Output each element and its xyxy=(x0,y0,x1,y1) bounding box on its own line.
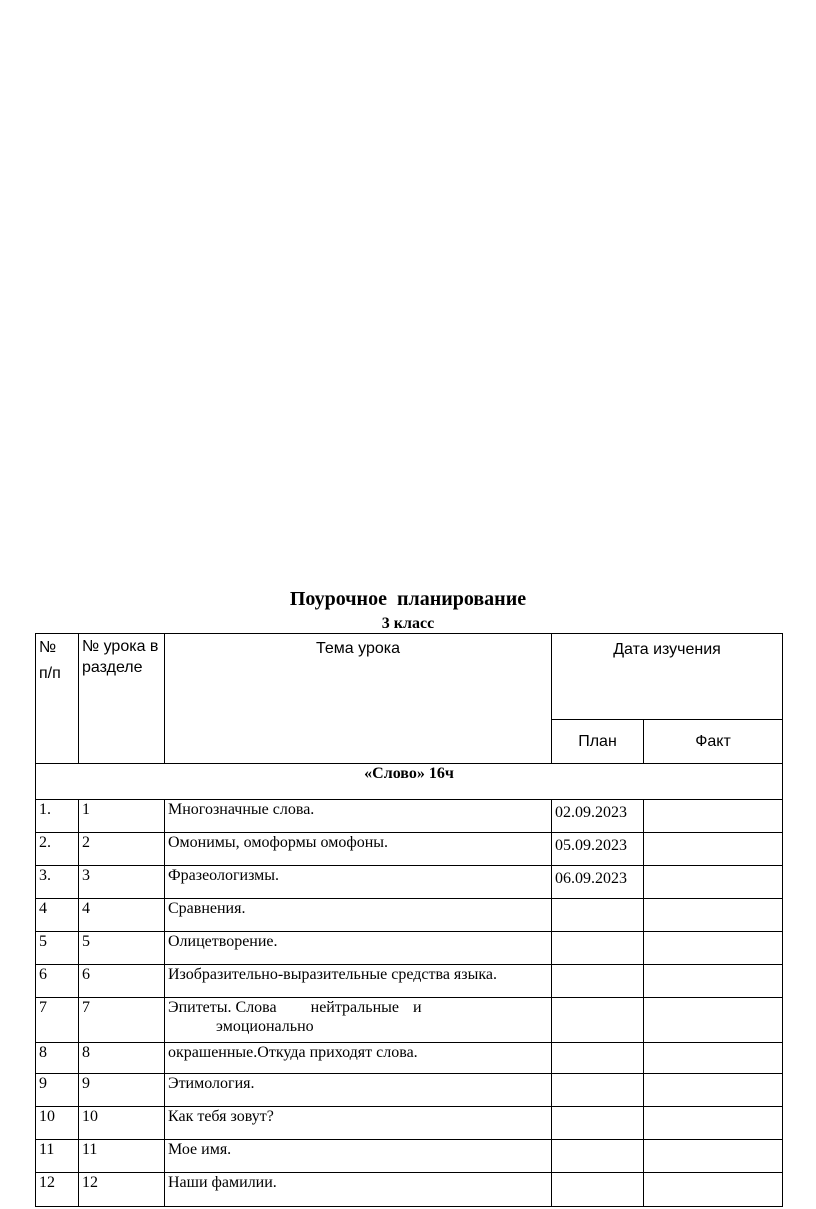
row-fact-date xyxy=(644,1074,783,1107)
table-row xyxy=(36,1043,783,1074)
table-row xyxy=(36,965,783,998)
row-plan-date xyxy=(552,965,644,998)
row-fact-date xyxy=(644,1043,783,1074)
row-fact-date xyxy=(644,998,783,1043)
row-topic-part: и xyxy=(412,999,422,1016)
header-topic: Тема урока xyxy=(165,634,552,764)
row-number: 9 xyxy=(36,1074,79,1107)
row-number: 2. xyxy=(36,833,79,866)
row-number: 6 xyxy=(36,965,79,998)
row-lesson-number: 8 xyxy=(79,1043,165,1074)
row-topic: Мое имя. xyxy=(165,1140,552,1173)
row-topic: окрашенные.Откуда приходят слова. xyxy=(165,1043,552,1074)
row-lesson-number: 3 xyxy=(79,866,165,899)
header-lesson-number: № урока в разделе xyxy=(79,634,165,764)
row-number: 4 xyxy=(36,899,79,932)
row-plan-date xyxy=(552,998,644,1043)
lesson-plan-table xyxy=(35,633,783,1207)
row-topic: Как тебя зовут? xyxy=(165,1107,552,1140)
row-topic-part: Эпитеты. Слова xyxy=(168,999,277,1016)
row-fact-date xyxy=(644,866,783,899)
table-row xyxy=(36,932,783,965)
row-topic: Изобразительно-выразительные средства языка. xyxy=(165,965,552,998)
header-number xyxy=(36,634,79,764)
header-date: Дата изучения xyxy=(552,634,783,720)
row-lesson-number: 12 xyxy=(79,1173,165,1207)
row-plan-date xyxy=(552,899,644,932)
row-plan-date xyxy=(552,1074,644,1107)
row-plan-date: 02.09.2023 xyxy=(552,800,644,833)
row-fact-date xyxy=(644,1173,783,1207)
row-fact-date xyxy=(644,833,783,866)
table-row xyxy=(36,1140,783,1173)
row-topic: Фразеологизмы. xyxy=(165,866,552,899)
header-number-symbol: № xyxy=(39,639,57,656)
row-topic: Многозначные слова. xyxy=(165,800,552,833)
row-number: 1. xyxy=(36,800,79,833)
table-row xyxy=(36,833,783,866)
table-row xyxy=(36,1173,783,1207)
header-plan: План xyxy=(552,720,644,764)
row-topic-part: нейтральные xyxy=(310,999,399,1016)
table-row xyxy=(36,899,783,932)
row-topic: Омонимы, омоформы омофоны. xyxy=(165,833,552,866)
row-lesson-number: 6 xyxy=(79,965,165,998)
row-fact-date xyxy=(644,932,783,965)
row-topic: Олицетворение. xyxy=(165,932,552,965)
row-number: 3. xyxy=(36,866,79,899)
document-title: Поурочное планирование xyxy=(289,588,527,610)
row-lesson-number: 4 xyxy=(79,899,165,932)
section-title: «Слово» 16ч xyxy=(36,764,783,800)
row-fact-date xyxy=(644,1140,783,1173)
table-row xyxy=(36,998,783,1043)
table-row xyxy=(36,800,783,833)
table-row xyxy=(36,1107,783,1140)
row-topic: Сравнения. xyxy=(165,899,552,932)
row-number: 12 xyxy=(36,1173,79,1207)
row-lesson-number: 5 xyxy=(79,932,165,965)
row-fact-date xyxy=(644,800,783,833)
table-header-row xyxy=(36,634,783,720)
row-fact-date xyxy=(644,899,783,932)
row-plan-date xyxy=(552,932,644,965)
document-subtitle: 3 класс xyxy=(381,615,435,632)
row-topic: Наши фамилии. xyxy=(165,1173,552,1207)
row-lesson-number: 2 xyxy=(79,833,165,866)
row-topic xyxy=(165,998,552,1043)
row-topic-continuation: эмоционально xyxy=(216,1018,314,1035)
row-number: 10 xyxy=(36,1107,79,1140)
row-lesson-number: 7 xyxy=(79,998,165,1043)
table-row xyxy=(36,1074,783,1107)
row-fact-date xyxy=(644,965,783,998)
row-lesson-number: 1 xyxy=(79,800,165,833)
row-number: 5 xyxy=(36,932,79,965)
row-topic: Этимология. xyxy=(165,1074,552,1107)
section-row xyxy=(36,764,783,800)
header-number-label: п/п xyxy=(39,665,61,682)
row-number: 8 xyxy=(36,1043,79,1074)
row-plan-date: 05.09.2023 xyxy=(552,833,644,866)
row-plan-date xyxy=(552,1107,644,1140)
row-plan-date xyxy=(552,1140,644,1173)
row-plan-date: 06.09.2023 xyxy=(552,866,644,899)
row-lesson-number: 10 xyxy=(79,1107,165,1140)
row-number: 11 xyxy=(36,1140,79,1173)
row-plan-date xyxy=(552,1173,644,1207)
row-lesson-number: 9 xyxy=(79,1074,165,1107)
row-number: 7 xyxy=(36,998,79,1043)
row-plan-date xyxy=(552,1043,644,1074)
row-lesson-number: 11 xyxy=(79,1140,165,1173)
header-fact: Факт xyxy=(644,720,783,764)
table-row xyxy=(36,866,783,899)
row-fact-date xyxy=(644,1107,783,1140)
